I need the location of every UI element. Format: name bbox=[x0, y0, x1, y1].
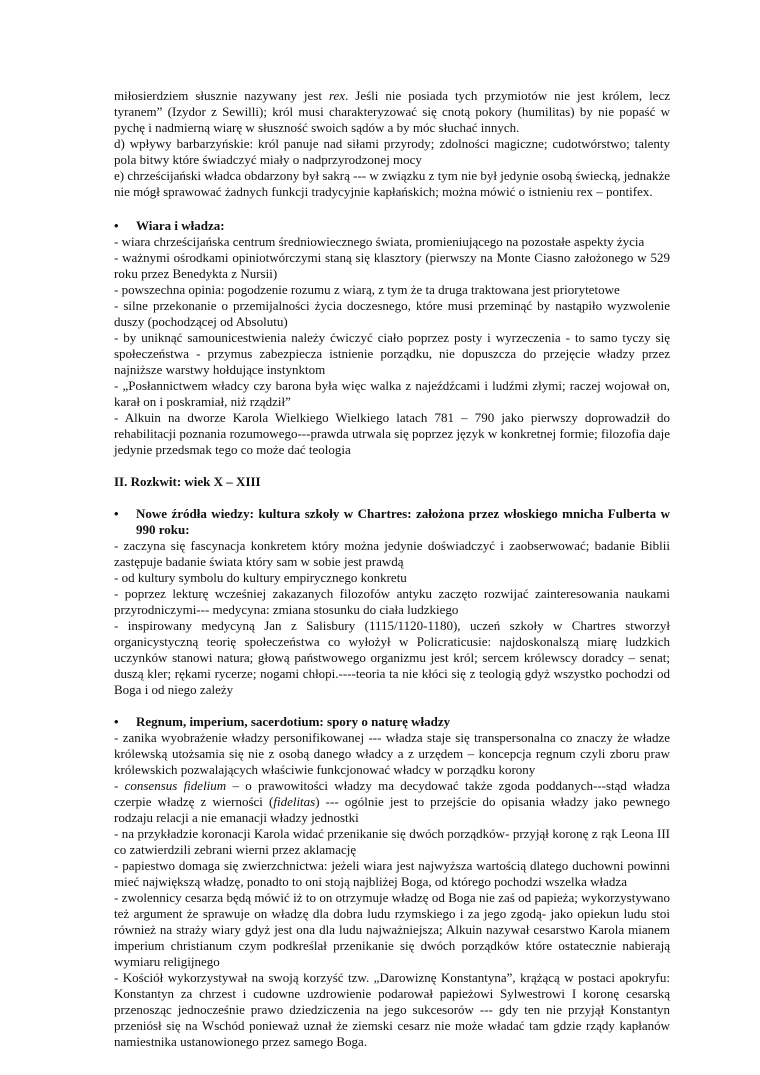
list-item bbox=[114, 410, 670, 458]
bullet-icon: • bbox=[114, 714, 119, 729]
list-wiara bbox=[114, 234, 670, 458]
list-item bbox=[114, 570, 670, 586]
text-run: d) wpływy barbarzyńskie: król panuje nad siłami przyrody; zdolności magiczne; cudotwórstwo; talenty pola bitwy które świadczyć miały o nadprzyrodzonej mocy bbox=[114, 136, 670, 167]
list-item bbox=[114, 586, 670, 618]
text-run: - powszechna opinia: pogodzenie rozumu z wiarą, z tym że ta druga traktowana jest priorytetowe bbox=[114, 282, 620, 297]
text-run: – o prawowitości władzy ma decydować także zgoda poddanych---stąd władza czerpie władzę z wierności ( bbox=[114, 778, 670, 809]
list-item bbox=[114, 330, 670, 378]
list-item bbox=[114, 826, 670, 858]
list-item bbox=[114, 778, 670, 826]
list-item bbox=[114, 538, 670, 570]
list-item bbox=[114, 858, 670, 890]
intro-block bbox=[114, 88, 670, 200]
list-item bbox=[114, 890, 670, 970]
list-item bbox=[114, 970, 670, 1050]
italic-text: consensus fidelium bbox=[124, 778, 227, 793]
text-run: ) --- ogólnie jest to przejście do opisania władzy jako pewnego rodzaju relacji a nie emanacji władzy jednostki bbox=[114, 794, 670, 825]
list-item bbox=[114, 298, 670, 330]
text-run: - na przykładzie koronacji Karola widać przenikanie się dwóch porządków- przyjął koronę z rąk Leona III co zatwierdzili zebrani wierni przez aklamację bbox=[114, 826, 670, 857]
text-run: - papiestwo domaga się zwierzchnictwa: jeżeli wiara jest najwyższa wartością dlatego duchowni powinni mieć największą władzę, ponadto to oni stoją najbliżej Boga, od którego pochodzi wszelka władza bbox=[114, 858, 670, 889]
text-run: - zaczyna się fascynacja konkretem który można jedynie doświadczyć i zaobserwować; badanie Biblii zastępuje badanie świata który sam w sobie jest prawdą bbox=[114, 538, 670, 569]
text-run: - „Posłannictwem władcy czy barona była więc walka z najeźdźcami i ludźmi złymi; raczej wojował on, karał on i poskramiał, niż rządził” bbox=[114, 378, 670, 409]
list-zrodla bbox=[114, 538, 670, 698]
text-run: - wiara chrześcijańska centrum średniowiecznego świata, promieniującego na pozostałe aspekty życia bbox=[114, 234, 645, 249]
text-run: - by uniknąć samounicestwienia należy ćwiczyć ciało poprzez posty i wyrzeczenia - to samo tyczy się społeczeństwa - przymus zabezpiecza istnienie porządku, nie dopuszcza do przejęcie władzy przez najniższe warstwy hołdujące instynktom bbox=[114, 330, 670, 377]
document-page bbox=[114, 88, 670, 1050]
paragraph bbox=[114, 136, 670, 168]
text-run: - zanika wyobrażenie władzy personifikowanej --- władza staje się transpersonalna co znaczy że władze królewską utożsamia się nie z osobą danego władcy a z urzędem – koncepcja regnum czyli zboru praw królewskich pozwalających właściwie funkcjonować władcy w porządku korony bbox=[114, 730, 670, 777]
section-title-rozkwit: II. Rozkwit: wiek X – XIII bbox=[114, 474, 261, 489]
text-run: - inspirowany medycyną Jan z Salisbury (1115/1120-1180), uczeń szkoły w Chartres stworzył organicystyczną teorię społeczeństwa co wyłożył w Policraticusie: najdoskonalszą miarę ludzkich uczynków stanowi natura; głową państwowego organizmu jest król; sercem królewscy doradcy – senat; duszą kler; rękami rycerze; nogami chłopi.----teoria ta nie kłóci się z teologią gdyż wszystko pochodzi od Boga i od niego zależy bbox=[114, 618, 670, 697]
section-heading-regnum: • Regnum, imperium, sacerdotium: spory o naturę władzy bbox=[114, 714, 451, 729]
list-item bbox=[114, 618, 670, 698]
text-run: - ważnymi ośrodkami opiniotwórczymi staną się klasztory (pierwszy na Monte Ciasno założonego w 529 roku przez Benedykta z Nursii) bbox=[114, 250, 670, 281]
bullet-icon: • bbox=[114, 506, 119, 521]
text-run: - bbox=[114, 778, 125, 793]
text-run: - poprzez lekturę wcześniej zakazanych filozofów antyku zaczęto rozwijać zainteresowania naukami przyrodniczymi--- medycyna: zmiana stosunku do ciała ludzkiego bbox=[114, 586, 670, 617]
bullet-icon: • bbox=[114, 218, 119, 233]
section-heading-wiara: • Wiara i władza: bbox=[114, 218, 225, 233]
list-item bbox=[114, 378, 670, 410]
list-item bbox=[114, 730, 670, 778]
italic-text: fidelitas bbox=[273, 794, 316, 809]
list-regnum bbox=[114, 730, 670, 1050]
paragraph bbox=[114, 88, 670, 136]
list-item bbox=[114, 234, 670, 250]
text-run: miłosierdziem słusznie nazywany jest bbox=[114, 88, 329, 103]
text-run: - zwolennicy cesarza będą mówić iż to on otrzymuje władzę od Boga nie zaś od papieża; wykorzystywano też argument że sprawuje on władzę dla dobra ludu rzymskiego i za jego zgodą- jako opiekun ludu stoi również na straży wiary gdyż jest ona dla ludu najważniejsza; Alkuin nazywał cesarstwo Karola mianem imperium christianum czym podkreślał przenikanie się dwóch porządków które ostatecznie nabierają wymiaru religijnego bbox=[114, 890, 670, 969]
text-run: - od kultury symbolu do kultury empirycznego konkretu bbox=[114, 570, 407, 585]
text-run: - silne przekonanie o przemijalności życia doczesnego, które musi przeminąć by nastąpiło wyzwolenie duszy (pochodzącej od Absolutu) bbox=[114, 298, 670, 329]
section-heading-zrodla: • Nowe źródła wiedzy: kultura szkoły w Chartres: założona przez włoskiego mnicha Fulberta w 990 roku: bbox=[114, 506, 670, 537]
paragraph bbox=[114, 168, 670, 200]
text-run: . Jeśli nie posiada tych przymiotów nie jest królem, lecz tyranem” (Izydor z Sewilli); król musi charakteryzować się cnotą pokory (humilitas) by nie popaść w pychę i nadmierną wiarę w słuszność swoich sądów a by móc słuchać innych. bbox=[114, 88, 670, 135]
italic-text: rex bbox=[328, 88, 346, 103]
text-run: - Kościół wykorzystywał na swoją korzyść tzw. „Darowiznę Konstantyna”, krążącą w postaci apokryfu: Konstantyn za chrzest i cudowne uzdrowienie podarował papieżowi Sylwestrowi I koronę cesarską przenosząc jednocześnie prawo dziedziczenia na jego sukcesorów --- gdy ten nie przyjął Konstantyn przeniósł się na Wschód ponieważ uznał że ziemski cesarz nie może władać tam gdzie rządy kapłanów namiestnika ustanowionego przez samego Boga. bbox=[114, 970, 670, 1049]
list-item bbox=[114, 282, 670, 298]
text-run: - Alkuin na dworze Karola Wielkiego Wielkiego latach 781 – 790 jako pierwszy doprowadził do rehabilitacji poznania rozumowego---prawda utrwala się poprzez język w konkretnej formie; filozofia daje jedynie przedsmak tego co może dać teologia bbox=[114, 410, 670, 457]
list-item bbox=[114, 250, 670, 282]
text-run: e) chrześcijański władca obdarzony był sakrą --- w związku z tym nie był jedynie osobą świecką, jednakże nie mógł sprawować żadnych funkcji tradycyjnie kapłańskich; można mówić o istnieniu rex – pontifex. bbox=[114, 168, 670, 199]
